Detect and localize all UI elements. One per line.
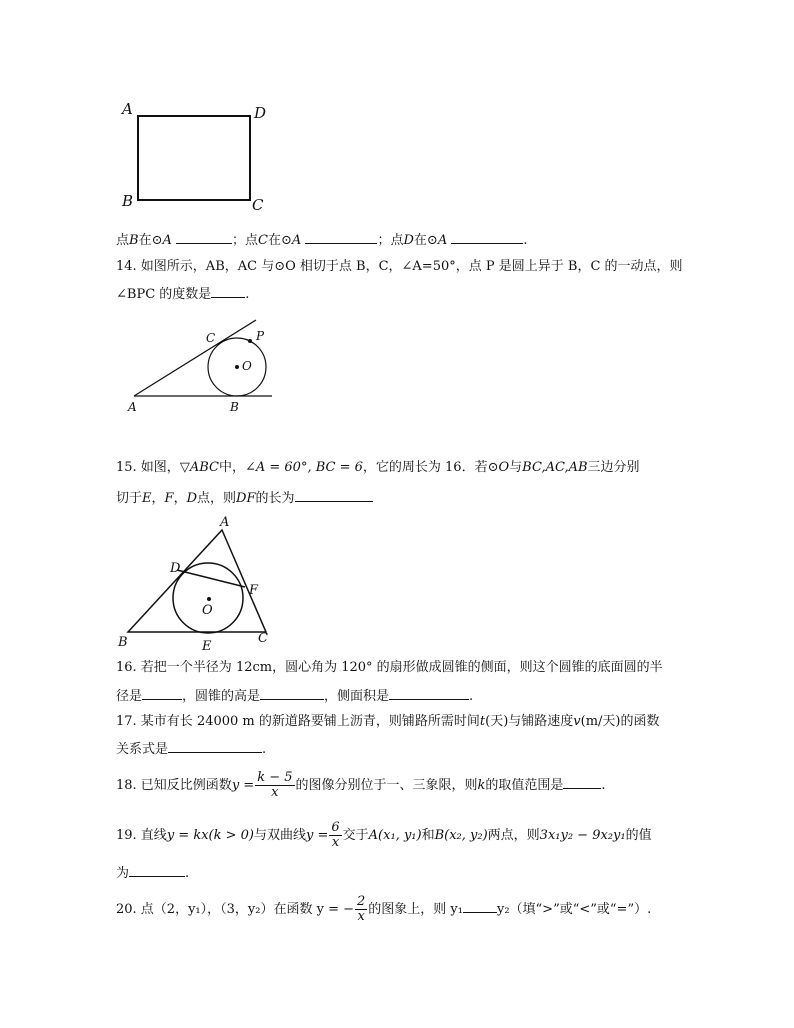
target-expr: 3x₁y₂ − 9x₂y₁ [539, 828, 626, 843]
text: . [262, 742, 267, 757]
numerator: k − 5 [257, 770, 293, 785]
text: 点 [116, 233, 130, 248]
point-c: C [258, 233, 268, 248]
q14-text: 14. 如图所示，AB，AC 与⊙O 相切于点 B，C，∠A=50°，点 P 是圆上异于 B，C 的一动点，则 [116, 259, 683, 274]
numerator: 2 [357, 894, 366, 909]
label-b: B [122, 192, 134, 210]
q17-line1 [116, 713, 686, 731]
point-e: E [142, 491, 152, 506]
q18-line [116, 766, 686, 806]
text: . [469, 689, 474, 704]
text: 在 [413, 233, 427, 248]
point-a: A [437, 233, 448, 248]
answer-blank-radius[interactable] [142, 686, 182, 700]
fraction [355, 895, 367, 924]
sides: BC,AC,AB [522, 460, 588, 475]
point-p [248, 339, 252, 343]
answer-blank[interactable] [295, 488, 373, 502]
triangle-symbol: ▽ [179, 460, 190, 475]
rectangle-figure [118, 96, 278, 216]
triangle-abc: ABC [189, 460, 219, 475]
label-c: C [206, 331, 216, 345]
segment-df [177, 570, 245, 587]
text: 的值 [625, 828, 652, 843]
text: 为 [116, 866, 130, 881]
func-y: y = [306, 828, 329, 843]
answer-blank[interactable] [463, 899, 497, 913]
q17-line2 [116, 739, 686, 759]
text: 20. 点（2，y₁），（3，y₂）在函数 y = − [116, 902, 354, 917]
q15-line2 [116, 488, 686, 508]
answer-blank[interactable] [563, 775, 601, 789]
text: 和 [421, 828, 435, 843]
text: ；点 [232, 233, 259, 248]
text: 在 [138, 233, 152, 248]
label-b: B [118, 635, 128, 650]
tangent-line-ac [134, 320, 256, 396]
answer-blank-d[interactable] [451, 230, 523, 244]
text: 的图象上，则 y₁ [368, 902, 463, 917]
text: 的取值范围是 [485, 778, 564, 793]
point-f: F [164, 491, 174, 506]
label-e: E [202, 639, 212, 654]
rectangle-abcd [138, 116, 250, 200]
text: 点，则 [197, 491, 237, 506]
circle-symbol: ⊙ [426, 233, 438, 248]
point-d: D [186, 491, 198, 506]
q19-line2 [116, 863, 686, 883]
circle-symbol: ⊙ [487, 460, 499, 475]
answer-blank[interactable] [211, 284, 245, 298]
triangle-abc [128, 530, 266, 632]
text: 19. 直线 [116, 828, 167, 843]
text: . [523, 233, 528, 248]
point-a: A [291, 233, 302, 248]
text: 径是 [116, 689, 143, 704]
denominator: x [271, 785, 279, 800]
answer-blank[interactable] [129, 863, 185, 877]
incircle-figure [116, 512, 286, 652]
numerator: 6 [331, 820, 340, 835]
tangent-circle-figure [120, 310, 290, 420]
center-o [235, 365, 239, 369]
condition: ∠A = 60°, BC = 6 [244, 460, 363, 475]
text: y₂（填“>”或“<”或“=”）. [496, 902, 652, 917]
q16-text: 16. 若把一个半径为 12cm，圆心角为 120° 的扇形做成圆锥的侧面，则这个圆锥的底面圆的半 [116, 660, 663, 675]
label-o: O [242, 359, 252, 373]
label-a: A [128, 400, 137, 414]
fraction [255, 771, 294, 800]
label-d: D [170, 561, 181, 576]
label-o: O [202, 603, 213, 618]
label-c: C [258, 631, 268, 646]
text: 与 [509, 460, 523, 475]
label-d: D [254, 104, 267, 122]
q14-text: ∠BPC 的度数是 [116, 287, 212, 302]
answer-blank-c[interactable] [305, 230, 377, 244]
denominator: x [357, 909, 365, 924]
text: ，它的周长为 16．若 [362, 460, 488, 475]
q19-line1 [116, 816, 686, 856]
answer-blank-height[interactable] [260, 686, 324, 700]
text: ， [151, 491, 165, 506]
label-p: P [256, 329, 265, 343]
q14-line2 [116, 284, 686, 304]
point-a: A(x₁, y₁) [368, 828, 422, 843]
text: ，侧面积是 [324, 689, 390, 704]
circle-symbol: ⊙ [281, 233, 292, 248]
center-o [207, 597, 211, 601]
q16-line1 [116, 659, 686, 677]
var-k: k [477, 778, 486, 793]
q15-line1 [116, 459, 686, 477]
answer-blank[interactable] [168, 739, 262, 753]
var-t: t [479, 714, 486, 729]
text: 18. 已知反比例函数 [116, 778, 232, 793]
text: 的长为 [255, 491, 295, 506]
text: 关系式是 [116, 742, 169, 757]
segment-df: DF [236, 491, 256, 506]
text: 切于 [116, 491, 143, 506]
label-f: F [249, 583, 259, 598]
point-a: A [162, 233, 172, 248]
point-o: O [498, 460, 510, 475]
label-a: A [122, 100, 133, 118]
q13-line [116, 230, 686, 250]
text: . [245, 287, 250, 302]
label-b: B [230, 400, 239, 414]
line-expr: y = kx(k > 0) [166, 828, 254, 843]
text: 三边分别 [587, 460, 640, 475]
text: 在 [268, 233, 282, 248]
point-b: B [129, 233, 139, 248]
label-c: C [252, 196, 264, 214]
point-d: D [403, 233, 414, 248]
text: ，圆锥的高是 [182, 689, 261, 704]
text: ， [173, 491, 187, 506]
var-v: v [573, 714, 581, 729]
text: 与双曲线 [253, 828, 306, 843]
label-a: A [220, 515, 230, 530]
text: 15. 如图， [116, 460, 180, 475]
circle-symbol: ⊙ [151, 233, 163, 248]
q16-line2 [116, 686, 686, 706]
text: (天)与铺路速度 [485, 714, 574, 729]
answer-blank-area[interactable] [389, 686, 469, 700]
text: (m/天)的函数 [580, 714, 660, 729]
q14-line1 [116, 258, 686, 276]
text: . [601, 778, 606, 793]
q20-line [116, 890, 686, 930]
point-b: B(x₂, y₂) [434, 828, 488, 843]
text: ；点 [377, 233, 404, 248]
text: 交于 [342, 828, 369, 843]
func-y: y = [231, 778, 255, 793]
denominator: x [331, 835, 340, 850]
text: 中， [218, 460, 245, 475]
text: . [185, 866, 190, 881]
text: 两点，则 [487, 828, 540, 843]
fraction [329, 821, 341, 850]
text: 的图像分别位于一、三象限，则 [295, 778, 478, 793]
text: 17. 某市有长 24000 m 的新道路要铺上沥青，则铺路所需时间 [116, 714, 480, 729]
answer-blank-b[interactable] [176, 230, 232, 244]
